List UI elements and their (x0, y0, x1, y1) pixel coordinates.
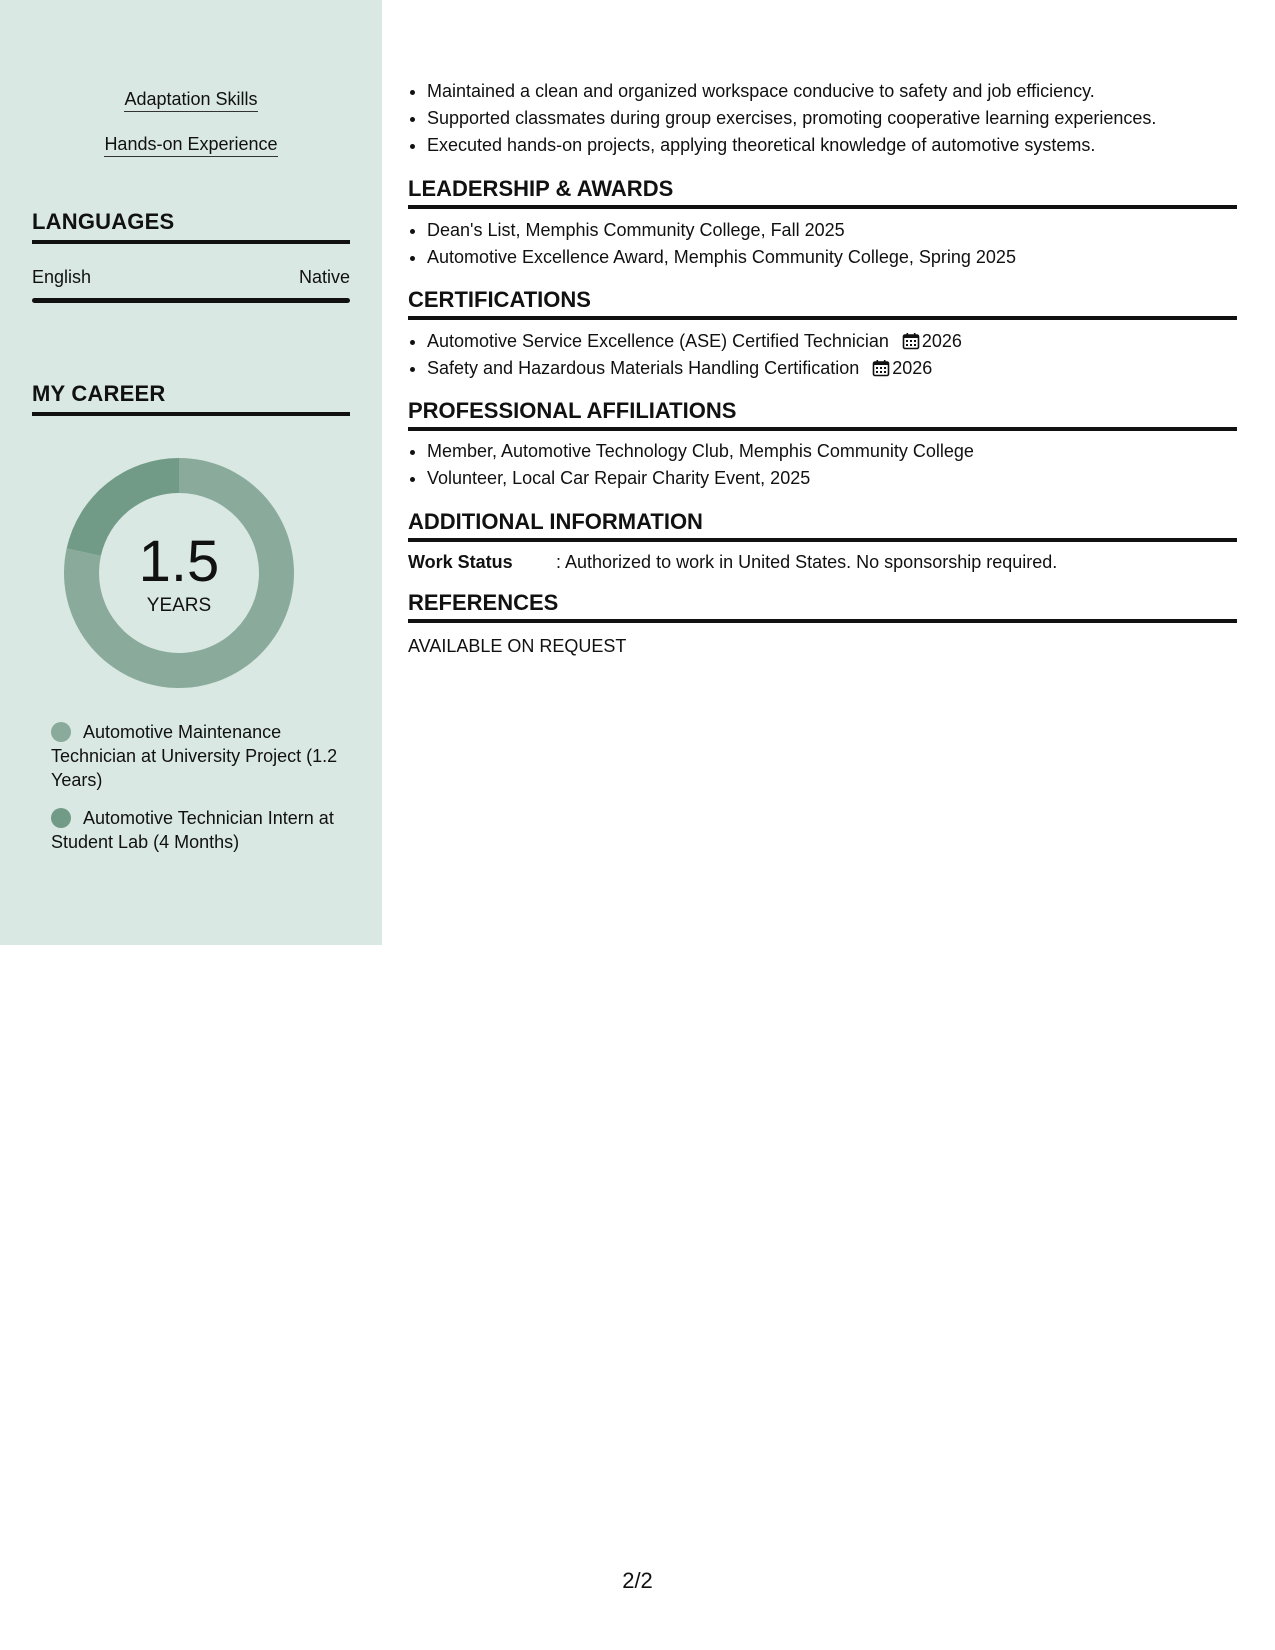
calendar-icon (902, 332, 920, 350)
affiliations-list (408, 438, 1257, 492)
list-item: • Member, Automotive Technology Club, Memphis Community College (427, 438, 1257, 465)
affiliations-heading: PROFESSIONAL AFFILIATIONS (408, 397, 1237, 431)
experience-bullets (408, 78, 1257, 159)
leadership-list (408, 217, 1257, 271)
skill-item: Adaptation Skills (0, 87, 382, 111)
certifications-heading: CERTIFICATIONS (408, 286, 1237, 320)
language-name: English (32, 267, 92, 287)
career-heading: MY CAREER (32, 380, 350, 416)
list-item: • Safety and Hazardous Materials Handling Certification 2026 (427, 355, 1257, 382)
sidebar (0, 0, 382, 945)
career-total-unit: YEARS (146, 595, 212, 616)
list-item: • Volunteer, Local Car Repair Charity Event, 2025 (427, 465, 1257, 492)
additional-info-heading: ADDITIONAL INFORMATION (408, 508, 1237, 542)
references-text: AVAILABLE ON REQUEST (408, 636, 627, 656)
references-heading: REFERENCES (408, 589, 1237, 623)
work-status-row (408, 550, 1238, 574)
career-legend-item: Automotive Technician Intern at Student Lab (4 Months) (51, 808, 334, 852)
certification-year: 2026 (892, 358, 933, 378)
career-legend-item: Automotive Maintenance Technician at University Project (1.2 Years) (51, 722, 338, 790)
languages-heading: LANGUAGES (32, 208, 350, 244)
list-item: • Supported classmates during group exercises, promoting cooperative learning experiences. (427, 105, 1257, 132)
language-level: Native (298, 267, 350, 287)
language-row (32, 265, 350, 289)
work-status-label: Work Status (408, 552, 513, 572)
page-number: 2/2 (622, 1568, 653, 1593)
career-total-value: 1.5 (138, 529, 220, 594)
list-item: • Maintained a clean and organized workspace conducive to safety and job efficiency. (427, 78, 1257, 105)
legend-dot (51, 722, 71, 742)
skill-item: Hands-on Experience (0, 132, 382, 156)
legend-dot (51, 808, 71, 828)
certifications-list (408, 328, 1257, 382)
list-item: • Executed hands-on projects, applying theoretical knowledge of automotive systems. (427, 132, 1257, 159)
list-item: • Automotive Excellence Award, Memphis Community College, Spring 2025 (427, 244, 1257, 271)
list-item: • Dean's List, Memphis Community College, Fall 2025 (427, 217, 1257, 244)
certification-year: 2026 (921, 331, 962, 351)
work-status-value: : Authorized to work in United States. No sponsorship required. (556, 552, 1058, 572)
language-level-bar (32, 298, 350, 303)
leadership-heading: LEADERSHIP & AWARDS (408, 175, 1237, 209)
calendar-icon (872, 359, 890, 377)
list-item: • Automotive Service Excellence (ASE) Certified Technician 2026 (427, 328, 1257, 355)
